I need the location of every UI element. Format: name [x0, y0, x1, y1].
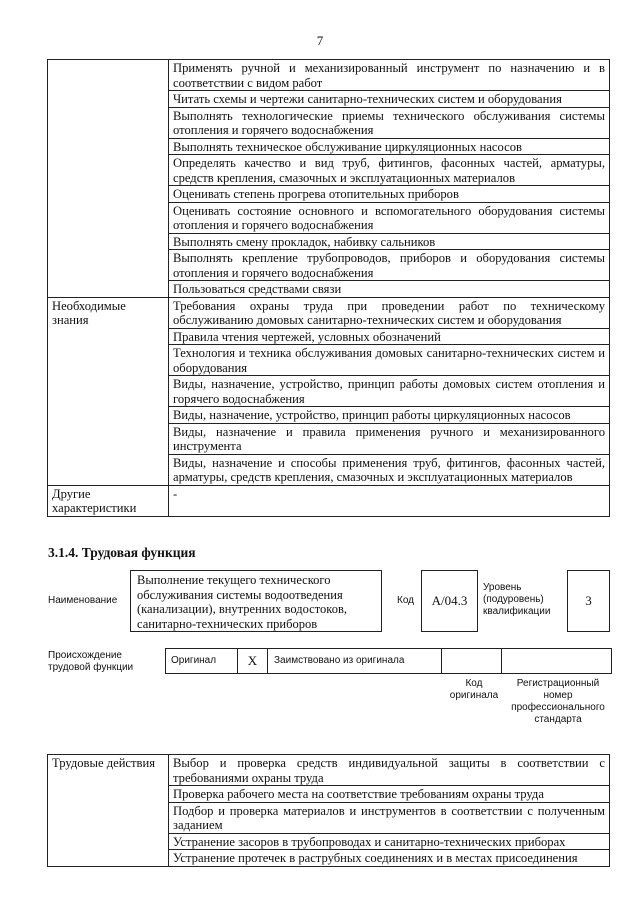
table-row — [48, 485, 610, 516]
actions-label: Трудовые действия — [48, 755, 169, 867]
origin-original: Оригинал — [166, 649, 238, 673]
other-value: - — [169, 485, 610, 516]
action-item: Устранение протечек в раструбных соединениях и в местах присоединения — [169, 850, 610, 867]
table-row — [48, 755, 610, 786]
skill-item: Оценивать степень прогрева отопительных приборов — [169, 186, 610, 203]
skill-item: Определять качество и вид труб, фитингов, фасонных частей, арматуры, средств крепления, смазочных и эксплуатационных материалов — [169, 155, 610, 186]
skill-item: Выполнять техническое обслуживание циркуляционных насосов — [169, 138, 610, 155]
level-label: Уровень (подуровень) квалификации — [483, 582, 551, 617]
page-number: 7 — [316, 33, 324, 48]
knowledge-item: Виды, назначение и способы применения труб, фитингов, фасонных частей, арматуры, средств крепления, смазочных и эксплуатационных материалов — [169, 454, 610, 485]
code-label: Код — [397, 595, 415, 606]
table-row — [48, 297, 610, 328]
knowledge-item: Технология и техника обслуживания домовых санитарно-технических систем и оборудования — [169, 345, 610, 376]
skill-item: Пользоваться средствами связи — [169, 281, 610, 298]
knowledge-item: Правила чтения чертежей, условных обозначений — [169, 328, 610, 345]
skill-item: Читать схемы и чертежи санитарно-технических систем и оборудования — [169, 91, 610, 108]
other-label: Другие характеристики — [48, 485, 169, 516]
reg-caption: Регистрационный номер профессионального стандарта — [511, 678, 605, 725]
knowledge-item: Требования охраны труда при проведении работ по техническому обслуживанию домовых санитарно-технических систем и оборудования — [169, 297, 610, 328]
actions-table — [47, 754, 610, 867]
level-value-box: 3 — [567, 570, 610, 632]
origin-label: Происхождение трудовой функции — [48, 650, 134, 673]
code-caption: Код оригинала — [449, 678, 499, 701]
table-row — [48, 60, 610, 91]
origin-row — [165, 648, 612, 674]
skills-label-cell — [48, 60, 169, 298]
requirements-table — [47, 59, 610, 517]
origin-reg-cell — [502, 649, 611, 673]
skill-item: Применять ручной и механизированный инструмент по назначению и в соответствии с видом работ — [169, 60, 610, 91]
origin-code-cell — [442, 649, 502, 673]
function-name-box: Выполнение текущего технического обслуживания системы водоотведения (канализации), внутренних водостоков, санитарно-технических приборов — [130, 570, 382, 632]
origin-mark: X — [238, 649, 268, 673]
skill-item: Выполнять крепление трубопроводов, приборов и оборудования системы отопления и горячего водоснабжения — [169, 250, 610, 281]
knowledge-item: Виды, назначение, устройство, принцип работы домовых систем отопления и горячего водоснабжения — [169, 376, 610, 407]
action-item: Выбор и проверка средств индивидуальной защиты в соответствии с требованиями охраны труда — [169, 755, 610, 786]
skill-item: Оценивать состояние основного и вспомогательного оборудования системы отопления и горячего водоснабжения — [169, 202, 610, 233]
skill-item: Выполнять смену прокладок, набивку сальников — [169, 233, 610, 250]
action-item: Подбор и проверка материалов и инструментов в соответствии с полученным заданием — [169, 802, 610, 833]
skill-item: Выполнять технологические приемы технического обслуживания системы отопления и горячего водоснабжения — [169, 107, 610, 138]
origin-borrowed: Заимствовано из оригинала — [268, 649, 442, 673]
knowledge-item: Виды, назначение и правила применения ручного и механизированного инструмента — [169, 423, 610, 454]
action-item: Устранение засоров в трубопроводах и санитарно-технических приборах — [169, 833, 610, 850]
action-item: Проверка рабочего места на соответствие требованиям охраны труда — [169, 786, 610, 803]
name-label: Наименование — [48, 595, 118, 606]
knowledge-item: Виды, назначение, устройство, принцип работы циркуляционных насосов — [169, 407, 610, 424]
function-code-box: А/04.3 — [421, 570, 478, 632]
knowledge-label: Необходимые знания — [48, 297, 169, 485]
section-title: 3.1.4. Трудовая функция — [48, 545, 196, 560]
